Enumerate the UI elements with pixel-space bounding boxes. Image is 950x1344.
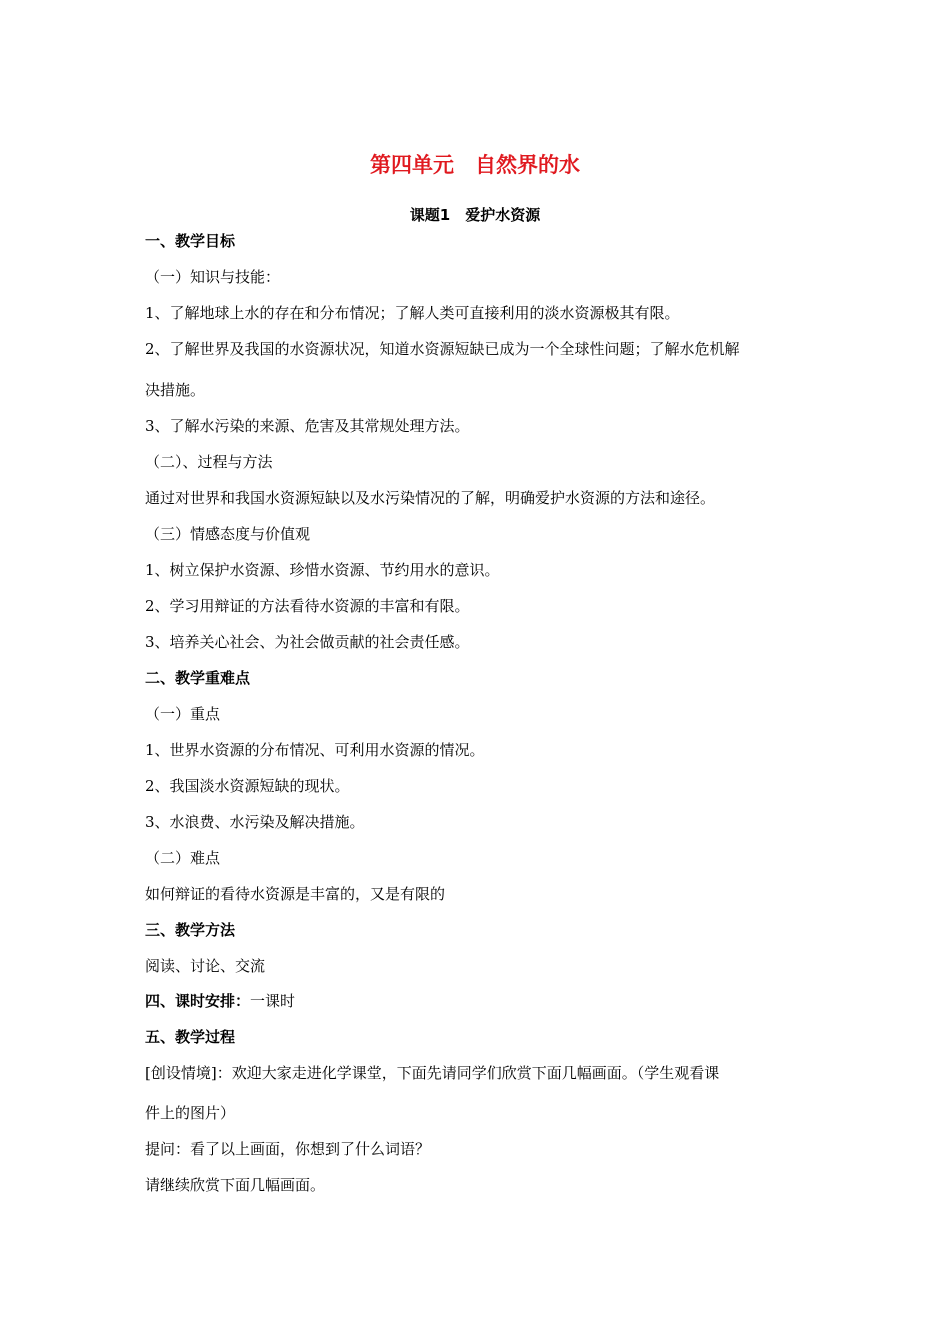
paragraph-line: 1、世界水资源的分布情况、可利用水资源的情况。 [145,741,485,759]
section-heading-methods: 三、教学方法 [145,921,236,939]
unit-title: 第四单元 自然界的水 [370,153,580,177]
paragraph-line: 1、树立保护水资源、珍惜水资源、节约用水的意识。 [145,561,500,579]
section-heading-objectives: 一、教学目标 [145,232,236,250]
lesson-subtitle: 课题1 爱护水资源 [409,206,541,224]
paragraph-line: 2、学习用辩证的方法看待水资源的丰富和有限。 [145,597,470,615]
paragraph-line: 2、我国淡水资源短缺的现状。 [145,777,350,795]
subsection-difficulty: （二）难点 [145,849,221,867]
paragraph-line: 3、了解水污染的来源、危害及其常规处理方法。 [145,417,470,435]
paragraph-line: 请继续欣赏下面几幅画面。 [145,1176,326,1194]
paragraph-line: [创设情境]：欢迎大家走进化学课堂，下面先请同学们欣赏下面几幅画面。（学生观看课 [145,1064,720,1082]
subsection-attitude: （三）情感态度与价值观 [145,525,311,543]
subsection-knowledge: （一）知识与技能： [145,268,281,286]
schedule-label: 四、课时安排： [145,992,251,1010]
paragraph-line: 提问：看了以上画面，你想到了什么词语？ [145,1140,431,1158]
paragraph-line: 阅读、讨论、交流 [145,957,266,975]
paragraph-line: 件上的图片） [145,1104,236,1122]
paragraph-line: 通过对世界和我国水资源短缺以及水污染情况的了解，明确爱护水资源的方法和途径。 [145,489,716,507]
section-heading-key-points: 二、教学重难点 [145,669,251,687]
section-heading-process: 五、教学过程 [145,1028,236,1046]
paragraph-line: 2、了解世界及我国的水资源状况，知道水资源短缺已成为一个全球性问题；了解水危机解 [145,340,740,358]
paragraph-line: 1、了解地球上水的存在和分布情况；了解人类可直接利用的淡水资源极其有限。 [145,304,680,322]
paragraph-line: 3、水浪费、水污染及解决措施。 [145,813,365,831]
schedule-line [145,991,295,1011]
paragraph-line: 如何辩证的看待水资源是丰富的，又是有限的 [145,885,446,903]
schedule-value: 一课时 [250,992,296,1010]
subsection-process: （二）、过程与方法 [145,453,273,471]
subsection-focus: （一）重点 [145,705,221,723]
paragraph-line: 决措施。 [145,381,206,399]
paragraph-line: 3、培养关心社会、为社会做贡献的社会责任感。 [145,633,470,651]
